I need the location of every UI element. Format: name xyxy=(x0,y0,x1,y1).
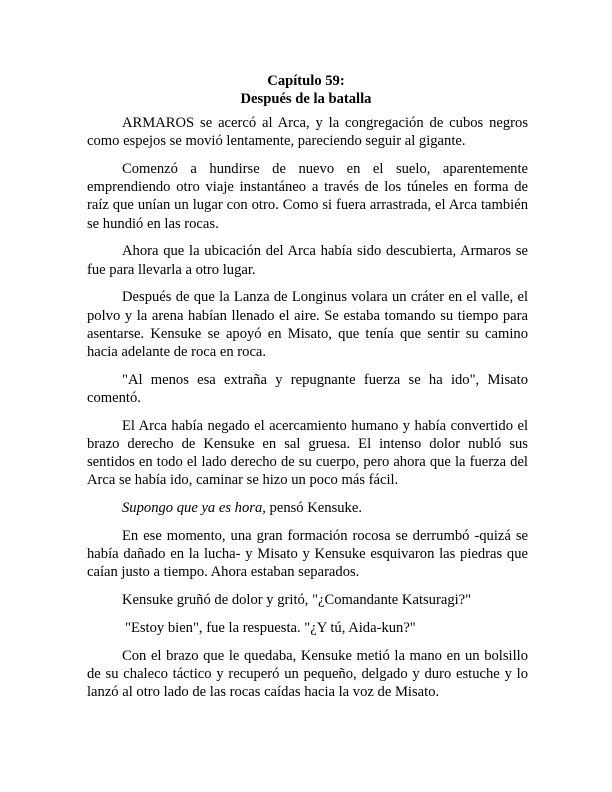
chapter-body xyxy=(87,114,528,711)
paragraph: Después de que la Lanza de Longinus volara un cráter en el valle, el polvo y la arena habían llenado el aire. Se estaba tomando su tiempo para asentarse. Kensuke se apoyó en Misato, que tenía que sentir su camino hacia adelante de roca en roca. xyxy=(87,289,528,361)
paragraph: En ese momento, una gran formación rocosa se derrumbó -quizá se había dañado en la lucha- y Misato y Kensuke esquivaron las piedras que caían justo a tiempo. Ahora estaban separados. xyxy=(87,528,528,581)
paragraph: ARMAROS se acercó al Arca, y la congregación de cubos negros como espejos se movió lentamente, pareciendo seguir al gigante. xyxy=(87,115,528,150)
paragraph: "Al menos esa extraña y repugnante fuerza se ha ido", Misato comentó. xyxy=(87,371,528,407)
paragraph: Comenzó a hundirse de nuevo en el suelo, aparentemente emprendiendo otro viaje instantáneo a través de los túneles en forma de raíz que unían un lugar con otro. Como si fuera arrastrada, el Arca también se hundió en las rocas. xyxy=(87,161,528,232)
thought-paragraph xyxy=(87,499,528,517)
thought-rest-text: pensó Kensuke. xyxy=(265,500,362,517)
paragraph: "Estoy bien", fue la respuesta. "¿Y tú, Aida-kun?" xyxy=(125,620,416,637)
chapter-number-title: Capítulo 59: xyxy=(267,73,345,89)
thought-italic-text: Supongo que ya es hora, xyxy=(122,500,266,517)
paragraph: Ahora que la ubicación del Arca había sido descubierta, Armaros se fue para llevarla a otro lugar. xyxy=(87,243,528,278)
paragraph: El Arca había negado el acercamiento humano y había convertido el brazo derecho de Kensuke en sal gruesa. El intenso dolor nubló sus sentidos en todo el lado derecho de su cuerpo, pero ahora que la fuerza del Arca se había ido, caminar se hizo un poco más fácil. xyxy=(87,417,528,489)
chapter-subtitle: Después de la batalla xyxy=(240,91,372,107)
paragraph: Con el brazo que le quedaba, Kensuke metió la mano en un bolsillo de su chaleco táctico y recuperó un pequeño, delgado y duro estuche y lo lanzó al otro lado de las rocas caídas hacia la voz de Misato. xyxy=(87,647,528,701)
paragraph: Kensuke gruñó de dolor y gritó, "¿Comandante Katsuragi?" xyxy=(122,592,472,609)
